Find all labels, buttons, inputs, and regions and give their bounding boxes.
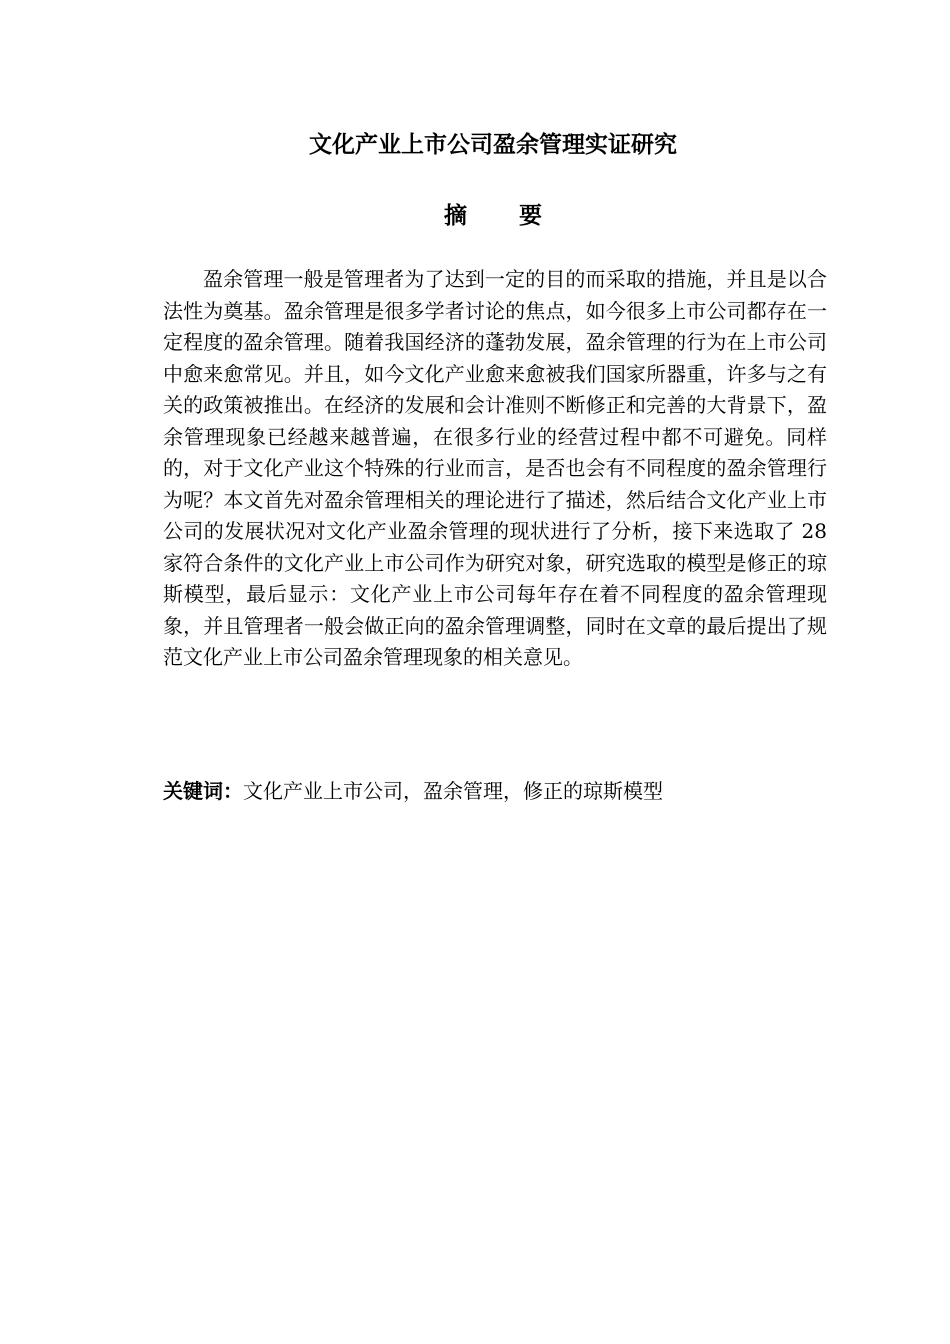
keywords-label: 关键词： [163,779,243,803]
document-title: 文化产业上市公司盈余管理实证研究 [309,132,677,158]
keywords-line [163,775,827,807]
abstract-body: 盈余管理一般是管理者为了达到一定的目的而采取的措施，并且是以合法性为奠基。盈余管理是很多学者讨论的焦点，如今很多上市公司都存在一定程度的盈余管理。随着我国经济的蓬勃发展，盈余管理的行为在上市公司中愈来愈常见。并且，如今文化产业愈来愈被我们国家所器重，许多与之有关的政策被推出。在经济的发展和会计准则不断修正和完善的大背景下，盈余管理现象已经越来越普遍，在很多行业的经营过程中都不可避免。同样的，对于文化产业这个特殊的行业而言，是否也会有不同程度的盈余管理行为呢？本文首先对盈余管理相关的理论进行了描述，然后结合文化产业上市公司的发展状况对文化产业盈余管理的现状进行了分析，接下来选取了 28 家符合条件的文化产业上市公司作为研究对象，研究选取的模型是修正的琼斯模型，最后显示：文化产业上市公司每年存在着不同程度的盈余管理现象，并且管理者一般会做正向的盈余管理调整，同时在文章的最后提出了规范文化产业上市公司盈余管理现象的相关意见。 [163,267,827,669]
keywords-text: 文化产业上市公司，盈余管理，修正的琼斯模型 [243,779,663,803]
abstract-heading: 摘要 [444,203,594,229]
